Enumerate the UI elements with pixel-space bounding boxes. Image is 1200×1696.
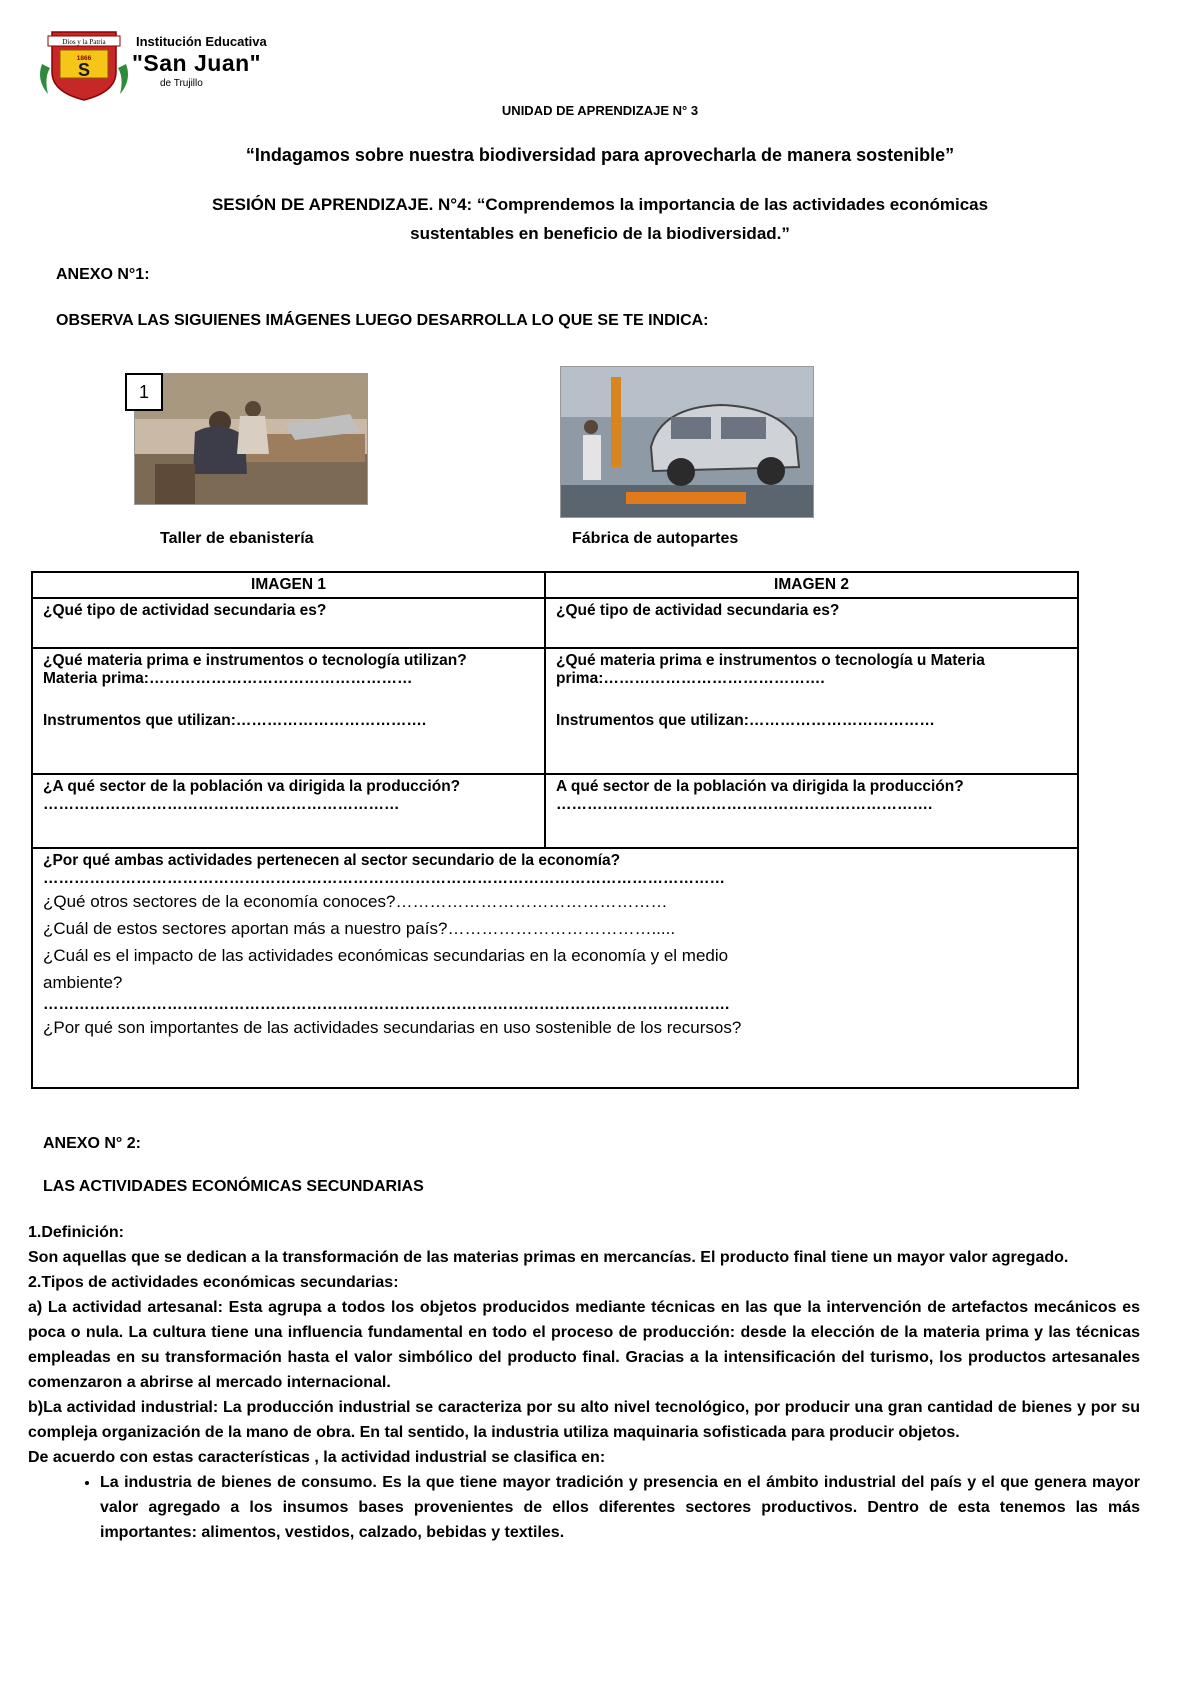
carpentry-workshop-photo bbox=[134, 373, 368, 505]
why-secondary-question: ¿Por qué ambas actividades pertenecen al sector secundario de la economía? bbox=[43, 852, 621, 869]
activity-type-question-1[interactable]: ¿Qué tipo de actividad secundaria es? bbox=[32, 598, 545, 648]
institution-line3: de Trujillo bbox=[160, 78, 203, 89]
unit-motto: “Indagamos sobre nuestra biodiversidad para aprovecharla de manera sostenible” bbox=[245, 145, 955, 165]
contributing-sectors-question: ¿Cuál de estos sectores aportan más a nuestro país?………………………………..... bbox=[43, 919, 676, 938]
session-title bbox=[0, 190, 1200, 248]
instruments-line: Instrumentos que utilizan:……………………………… bbox=[556, 712, 935, 729]
annex2-body bbox=[28, 1220, 1140, 1545]
other-sectors-question: ¿Qué otros sectores de la economía conoces?………………………………………… bbox=[43, 892, 668, 911]
answer-line: ………………………………………………………………. bbox=[556, 796, 933, 813]
definition-heading: 1.Definición: bbox=[28, 1224, 125, 1241]
impact-question-cont: ambiente? bbox=[43, 973, 123, 992]
school-crest-icon bbox=[34, 20, 134, 102]
institution-line1: Institución Educativa bbox=[136, 34, 267, 49]
svg-text:S: S bbox=[77, 60, 91, 80]
annex1-title: ANEXO N°1: bbox=[56, 266, 150, 283]
raw-material-line: Materia prima:…………………………………………… bbox=[43, 670, 413, 687]
population-question-text: ¿A qué sector de la población va dirigida la producción? bbox=[43, 778, 461, 795]
annex2-subtitle: LAS ACTIVIDADES ECONÓMICAS SECUNDARIAS bbox=[43, 1178, 424, 1195]
population-question-1[interactable] bbox=[32, 774, 545, 848]
raw-material-line: prima:……………………………………. bbox=[556, 670, 825, 687]
importance-question: ¿Por qué son importantes de las actividades secundarias en uso sostenible de los recursos? bbox=[43, 1018, 742, 1037]
general-questions-cell[interactable] bbox=[32, 848, 1078, 1088]
header-image-2: IMAGEN 2 bbox=[545, 572, 1078, 598]
auto-parts-factory-photo bbox=[560, 366, 814, 518]
types-heading: 2.Tipos de actividades económicas secundarias: bbox=[28, 1274, 399, 1291]
activity-type-question-2[interactable]: ¿Qué tipo de actividad secundaria es? bbox=[545, 598, 1078, 648]
materials-question-2[interactable] bbox=[545, 648, 1078, 774]
definition-text: Son aquellas que se dedican a la transformación de las materias primas en mercancías. El producto final tiene un mayor valor agregado. bbox=[28, 1249, 1069, 1266]
svg-text:1866: 1866 bbox=[76, 55, 92, 62]
population-question-text: A qué sector de la población va dirigida la producción? bbox=[556, 778, 964, 795]
caption-factory: Fábrica de autopartes bbox=[572, 530, 739, 547]
answer-line: …………………………………………………………………………………………………………………… bbox=[43, 870, 725, 887]
impact-question: ¿Cuál es el impacto de las actividades económicas secundarias en la economía y el medio bbox=[43, 946, 729, 965]
artisan-activity-text: a) La actividad artesanal: Esta agrupa a todos los objetos producidos mediante técnicas en las que la intervención de artefactos mecánicos es poca o nula. La cultura tiene una influencia fundamental en todo el proceso de producción: desde la elección de la materia prima y las técnicas empleadas en su transformación hasta el valor simbólico del producto final. Gracias a la intensificación del turismo, los productos artesanales comenzaron a abrirse al mercado internacional. bbox=[28, 1299, 1140, 1391]
materials-question-1[interactable] bbox=[32, 648, 545, 774]
unit-title: UNIDAD DE APRENDIZAJE N° 3 bbox=[501, 103, 699, 118]
population-question-2[interactable] bbox=[545, 774, 1078, 848]
table-row bbox=[32, 648, 1078, 774]
table-row bbox=[32, 848, 1078, 1088]
classification-text: De acuerdo con estas características , la actividad industrial se clasifica en: bbox=[28, 1449, 606, 1466]
header-image-1: IMAGEN 1 bbox=[32, 572, 545, 598]
materials-question-text: ¿Qué materia prima e instrumentos o tecnología utilizan? bbox=[43, 652, 467, 669]
industrial-activity-text: b)La actividad industrial: La producción industrial se caracteriza por su alto nivel tecnológico, por producir una gran cantidad de bienes y por su compleja organización de la mano de obra. En tal sentido, la industria utiliza maquinaria sofisticada para producir objetos. bbox=[28, 1399, 1140, 1441]
table-row bbox=[32, 598, 1078, 648]
instruments-line: Instrumentos que utilizan:………………………………. bbox=[43, 712, 427, 729]
list-item: • La industria de bienes de consumo. Es la que tiene mayor tradición y presencia en el ámbito industrial del país y el que genera mayor valor agregado a los insumos bases provenientes de ellos diferentes sectores productivos. Dentro de esta tenemos las más importantes: alimentos, vestidos, calzado, bebidas y textiles. bbox=[100, 1470, 1140, 1545]
session-title-line1: SESIÓN DE APRENDIZAJE. N°4: “Comprendemos la importancia de las actividades económicas bbox=[211, 195, 989, 214]
answer-line: ……………………………………………………………………………………………………………………. bbox=[43, 996, 730, 1013]
answer-line: …………………………………………………………… bbox=[43, 796, 400, 813]
caption-carpentry: Taller de ebanistería bbox=[160, 530, 314, 547]
svg-text:Dios y la Patria: Dios y la Patria bbox=[62, 38, 106, 46]
annex2-title: ANEXO N° 2: bbox=[43, 1135, 141, 1152]
materials-question-text: ¿Qué materia prima e instrumentos o tecnología u Materia bbox=[556, 652, 985, 669]
table-row bbox=[32, 774, 1078, 848]
worksheet-table bbox=[31, 571, 1079, 1089]
session-title-line2: sustentables en beneficio de la biodiversidad.” bbox=[410, 224, 790, 243]
institution-line2: "San Juan" bbox=[132, 50, 262, 76]
industry-list bbox=[28, 1470, 1140, 1545]
image-number-label: 1 bbox=[125, 373, 163, 411]
table-header-row bbox=[32, 572, 1078, 598]
annex1-instruction: OBSERVA LAS SIGUIENES IMÁGENES LUEGO DESARROLLA LO QUE SE TE INDICA: bbox=[56, 312, 709, 329]
